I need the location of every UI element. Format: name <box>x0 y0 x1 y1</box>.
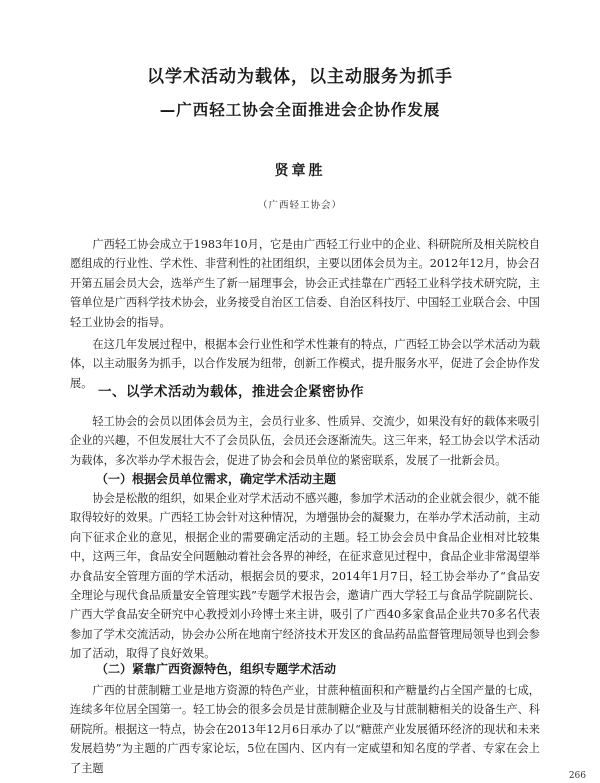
subsection-heading-1: （一）根据会员单位需求，确定学术活动主题 <box>96 472 337 486</box>
article-subtitle: —广西轻工协会全面推进会企协作发展 <box>159 101 441 119</box>
paragraph-section1: 轻工协会的会员以团体会员为主，会员行业多、性质异、交流少，如果没有好的载体来吸引企业的兴趣，不但发展壮大不了会员队伍，会员还会逐渐流失。这三年来，轻工协会以学术活动为载体，多次举办学术报告会，促进了协会和会员单位的紧密联系，发展了一批新会员。 <box>70 415 540 467</box>
paragraph-subsection2: 广西的甘蔗制糖工业是地方资源的特色产业，甘蔗种植面积和产糖量约占全国产量的七成，连续多年位居全国第一。轻工协会的很多会员是甘蔗制糖企业及与甘蔗制糖相关的设备生产、科研院所。根据这一特点，协会在2013年12月6日承办了以“糖蔗产业发展循环经济的现状和未来发展趋势”为主题的广西专家论坛，5位在国内、区内有一定威望和知名度的学者、专家在会上了主题 <box>70 684 540 775</box>
page-number: 266 <box>568 771 586 781</box>
author-affiliation: （广西轻工协会） <box>257 200 342 211</box>
subsection-heading-2: （二）紧靠广西资源特色，组织专题学术活动 <box>96 662 337 676</box>
paragraph-intro: 广西轻工协会成立于1983年10月，它是由广西轻工行业中的企业、科研院所及相关院校自愿组成的行业性、学术性、非营利性的社团组织，主要以团体会员为主。2012年12月，协会召开第五届会员大会，选举产生了新一届理事会，协会正式挂靠在广西轻工业科学技术研究院，主管单位是广西科学技术协会，业务接受自治区工信委、自治区科技厅、中国轻工业联合会、中国轻工业协会的指导。 <box>70 238 540 329</box>
author-name: 贤章胜 <box>274 163 326 179</box>
paragraph-subsection1: 协会是松散的组织，如果企业对学术活动不感兴趣，参加学术活动的企业就会很少，就不能取得较好的效果。广西轻工协会针对这种情况，为增强协会的凝聚力，在举办学术活动前，主动向下征求企业的意见，根据企业的需要确定活动的主题。轻工协会会员中食品企业相对比较集中，这两三年，食品安全问题触动着社会各界的神经，在征求意见过程中，食品企业非常渴望举办食品安全管理方面的学术活动，根据会员的要求，2014年1月7日，轻工协会举办了“食品安全理论与现代食品质量安全管理实践”专题学术报告会，邀请广西大学轻工与食品学院副院长、广西大学食品安全研究中心教授刘小玲博士来主讲，吸引了广西40多家食品企业共70多名代表参加了学术交流活动，协会办公所在地南宁经济技术开发区的食品药品监督管理局领导也到会参加了活动，取得了良好效果。 <box>70 492 540 661</box>
article-title: 以学术活动为载体，以主动服务为抓手 <box>147 67 453 87</box>
section-heading-1: 一、以学术活动为载体，推进会企紧密协作 <box>98 384 364 400</box>
paragraph-overview: 在这几年发展过程中，根据本会行业性和学术性兼有的特点，广西轻工协会以学术活动为载体，以主动服务为抓手，以合作发展为纽带，创新工作模式，提升服务水平，促进了会企协作发展。 <box>70 338 540 390</box>
